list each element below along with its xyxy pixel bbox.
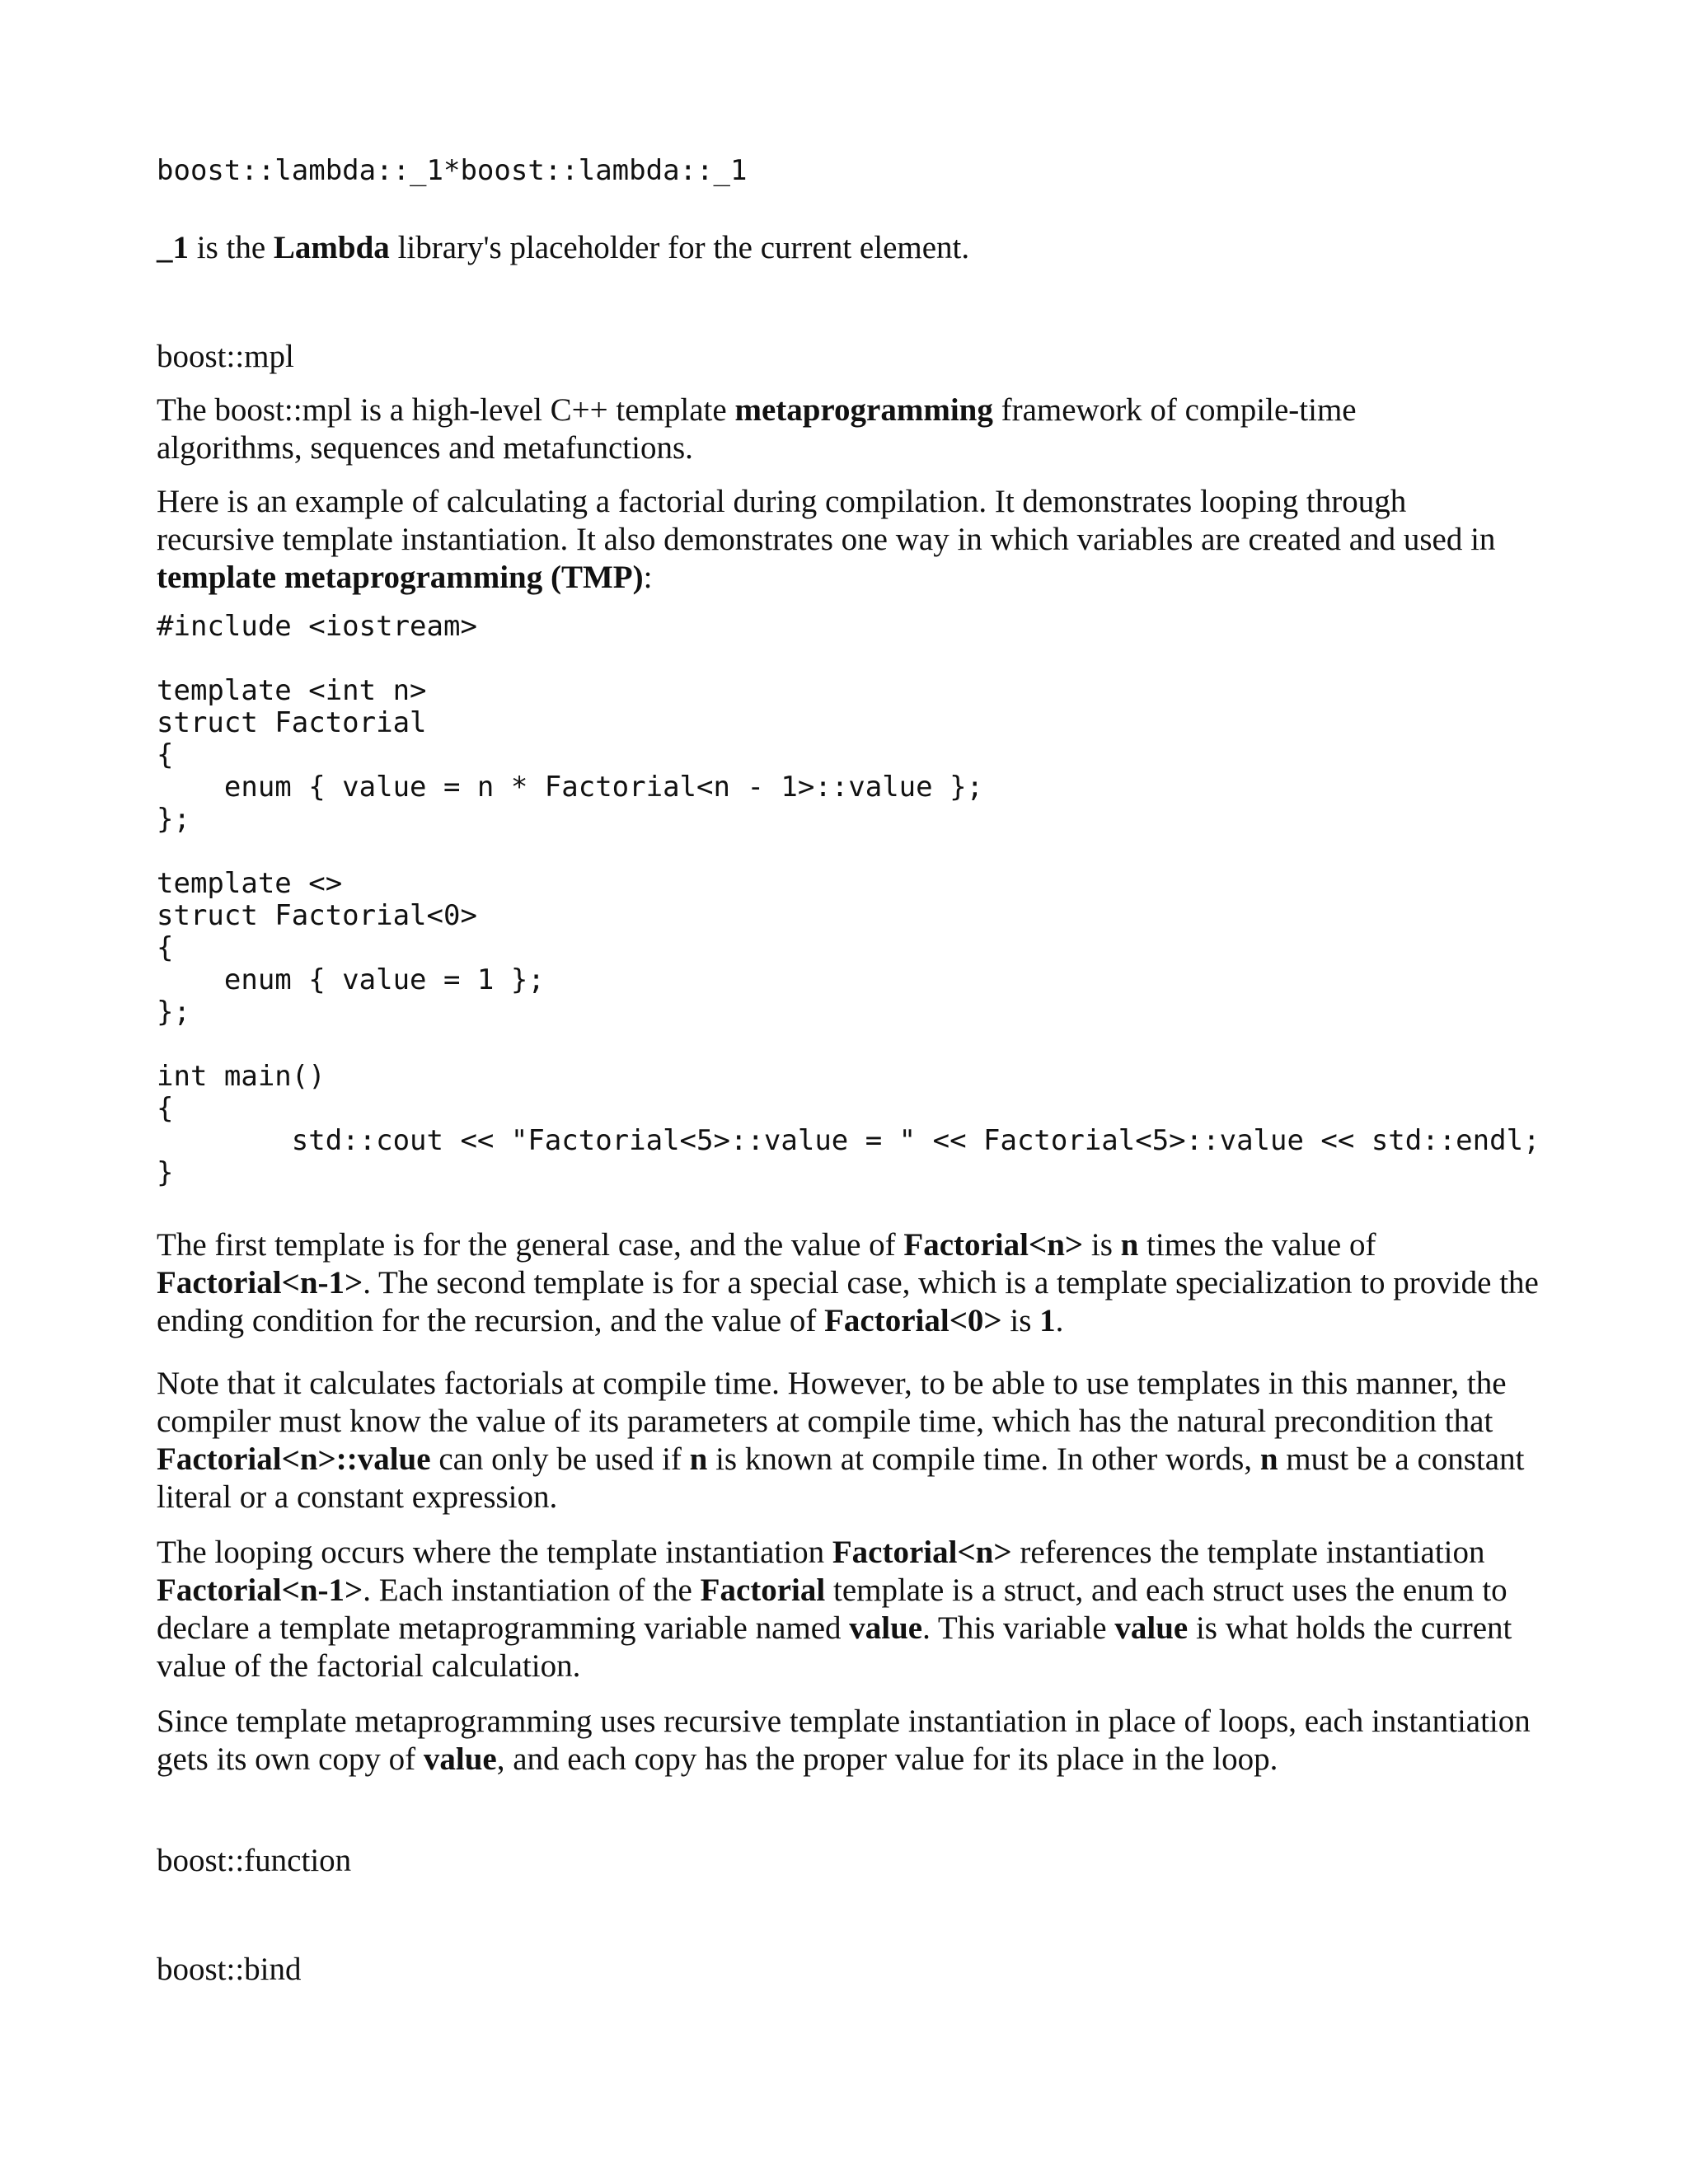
code-line: struct Factorial bbox=[157, 706, 427, 739]
mpl-paragraph-4: Since template metaprogramming uses recursive template instantiation in place of loops, each instantiation gets its own copy of value, and each copy has the proper value for its place in the loop. bbox=[157, 1704, 1531, 1777]
code-line: { bbox=[157, 931, 174, 964]
code-line: #include <iostream> bbox=[157, 610, 477, 643]
code-line bbox=[157, 643, 1540, 675]
code-line: } bbox=[157, 1156, 174, 1189]
lambda-note: _1 is the Lambda library's placeholder for the current element. bbox=[157, 230, 970, 265]
code-line: enum { value = 1 }; bbox=[157, 963, 545, 996]
mpl-example-intro: Here is an example of calculating a factorial during compilation. It demonstrates looping through recursive template instantiation. It also demonstrates one way in which variables are created and used in template metaprogramming (TMP): bbox=[157, 484, 1496, 595]
mpl-intro: The boost::mpl is a high-level C++ template metaprogramming framework of compile-time algorithms, sequences and metafunctions. bbox=[157, 392, 1357, 466]
bind-heading: boost::bind bbox=[157, 1952, 302, 1987]
code-line: { bbox=[157, 1092, 174, 1125]
code-line: template <> bbox=[157, 867, 343, 900]
code-line: struct Factorial<0> bbox=[157, 899, 477, 932]
code-line: { bbox=[157, 738, 174, 771]
code-line bbox=[157, 836, 1540, 868]
mpl-paragraph-2: Note that it calculates factorials at compile time. However, to be able to use templates in this manner, the compiler must know the value of its parameters at compile time, which has the natural precondition that Factorial<n>::value can only be used if n is known at compile time. In other words, n must be a constant literal or a constant expression. bbox=[157, 1366, 1525, 1515]
code-line: template <int n> bbox=[157, 674, 427, 707]
factorial-code-block bbox=[157, 611, 1540, 1189]
code-line: }; bbox=[157, 996, 190, 1029]
code-line: std::cout << "Factorial<5>::value = " << Factorial<5>::value << std::endl; bbox=[157, 1124, 1540, 1157]
code-line: int main() bbox=[157, 1060, 326, 1093]
mpl-heading: boost::mpl bbox=[157, 339, 294, 374]
code-line bbox=[157, 1029, 1540, 1061]
mpl-paragraph-3: The looping occurs where the template instantiation Factorial<n> references the template instantiation Factorial<n-1>. Each instantiation of the Factorial template is a struct, and each struct uses the enum to declare a template metaprogramming variable named value. This variable value is what holds the current value of the factorial calculation. bbox=[157, 1535, 1512, 1684]
lambda-code-line: boost::lambda::_1*boost::lambda::_1 bbox=[157, 154, 748, 187]
mpl-paragraph-1: The first template is for the general case, and the value of Factorial<n> is n times the value of Factorial<n-1>. The second template is for a special case, which is a template specialization to provide the ending condition for the recursion, and the value of Factorial<0> is 1. bbox=[157, 1227, 1539, 1338]
function-heading: boost::function bbox=[157, 1843, 352, 1878]
code-line: enum { value = n * Factorial<n - 1>::value }; bbox=[157, 771, 984, 804]
code-line: }; bbox=[157, 803, 190, 836]
